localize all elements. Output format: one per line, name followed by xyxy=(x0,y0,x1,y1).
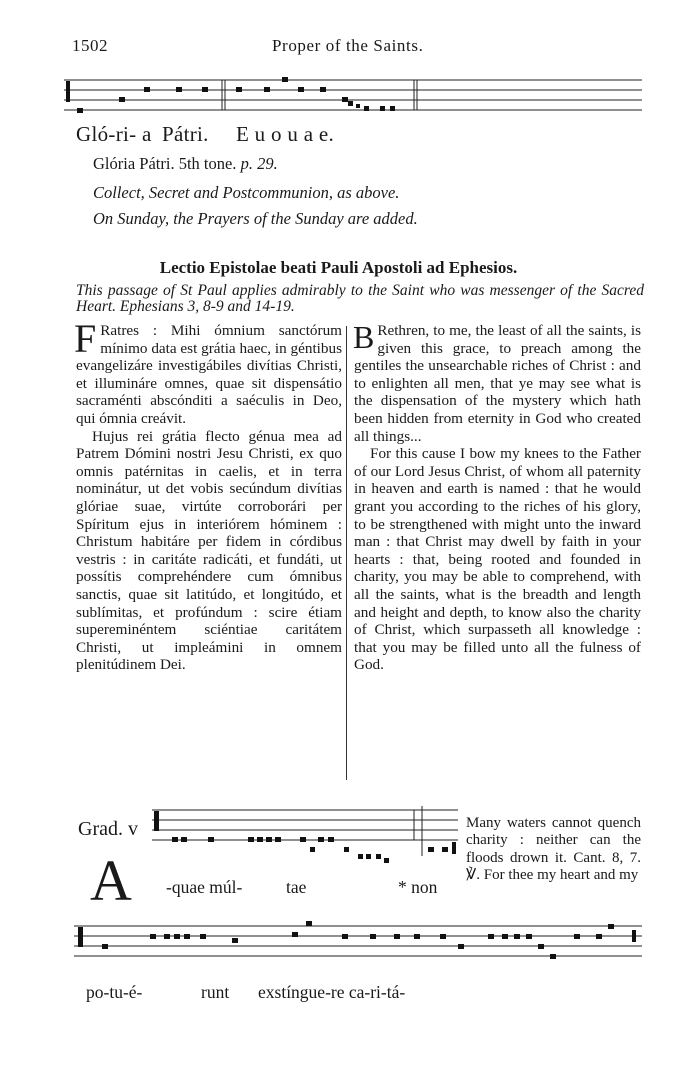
lectio-title: Lectio Epistolae beati Pauli Apostoli ad Ephesios. xyxy=(159,258,518,277)
gradual-initial: A xyxy=(90,848,132,913)
gradual-syllable: * non xyxy=(398,877,438,897)
gradual-staff-1 xyxy=(152,804,460,868)
gloria-neumes xyxy=(64,72,644,122)
english-dropcap: B xyxy=(353,319,375,355)
gradual-translation: Many waters cannot quench charity : neither can the floods drown it. Cant. 8, 7. ℣. For thee my heart and my xyxy=(466,815,641,884)
gradual-bottom-syllable: runt xyxy=(201,982,230,1002)
gloria-tone-line xyxy=(93,154,278,174)
gloria-page: p. 29. xyxy=(240,154,278,173)
running-title: Proper of the Saints. xyxy=(272,36,424,55)
gradual-staff-2 xyxy=(74,908,644,968)
gradual-syllable: -quae múl- xyxy=(166,877,243,897)
english-paragraph-1: Rethren, to me, the least of all the saints, is given this grace, to preach among the gentiles the unsearchable riches of Christ : and to enlighten all men, that ye may see what is the dispensation of the mystery which hath been hidden from eternity in God who created all things... xyxy=(354,322,641,445)
gloria-tone: Glória Pátri. 5th tone. xyxy=(93,154,237,173)
gradual-bottom-syllable: exstíngue-re ca-ri-tá- xyxy=(258,982,406,1002)
collect-note: Collect, Secret and Postcommunion, as above. xyxy=(93,183,400,202)
gradual-label: Grad. v xyxy=(78,818,138,840)
latin-paragraph-1: Ratres : Mihi ómnium sanctórum mínimo data est grátia haec, in géntibus evangelizáre investigábiles divítias Christi, et illumináre omnes, quae sit dispensátio sacraménti abscónditi a saéculis in Deo, qui ómnia creávit. xyxy=(76,322,342,427)
latin-dropcap: F xyxy=(74,316,97,361)
gradual-bottom-syllable: po-tu-é- xyxy=(86,982,143,1002)
gloria-syllable: E u o u a e. xyxy=(236,122,335,146)
sunday-note: On Sunday, the Prayers of the Sunday are added. xyxy=(93,209,418,228)
gloria-syllable: Gló-ri- a xyxy=(76,122,152,146)
gloria-chant-staff xyxy=(64,72,644,122)
lectio-intro: This passage of St Paul applies admirably to the Saint who was messenger of the Sacred Heart. Ephesians 3, 8-9 and 14-19. xyxy=(76,282,644,315)
gloria-syllable: Pátri. xyxy=(162,122,209,146)
gradual-neumes-2 xyxy=(74,908,644,968)
column-divider xyxy=(346,326,347,780)
page-number: 1502 xyxy=(72,36,108,55)
latin-paragraph-2: Hujus rei grátia flecto génua mea ad Patrem Dómini nostri Jesu Christi, ex quo omnis patérnitas in caelis, et in terra nominátur, ut det vobis secúndum divítias glóriae suae, virtúte corroborári per Spíritum ejus in interiórem hóminem : Christum habitáre per fidem in córdibus vestris : in caritáte radicáti, et fundáti, ut possítis comprehéndere cum ómnibus sanctis, quae sit latitúdo, et longitúdo, et sublímitas, et profúndum : scire étiam supereminéntem sciéntiae caritátem Christi, ut impleámini in omnem plenitúdinem Dei. xyxy=(76,427,342,674)
gradual-neumes-1 xyxy=(152,804,460,868)
english-column xyxy=(353,319,641,674)
english-paragraph-2: For this cause I bow my knees to the Father of our Lord Jesus Christ, of whom all paternity in heaven and earth is named : that he would grant you according to the riches of his glory, to be strengthened with might unto the inward man : that Christ may dwell by faith in your hearts : that, being rooted and founded in charity, you may be able to comprehend, with all the saints, what is the breadth and length and height and depth, to know also the charity of Christ, which surpasseth all knowledge : that you may be filled unto all the fulness of God. xyxy=(354,445,641,674)
latin-column xyxy=(74,316,342,674)
gradual-syllable: tae xyxy=(286,877,307,897)
